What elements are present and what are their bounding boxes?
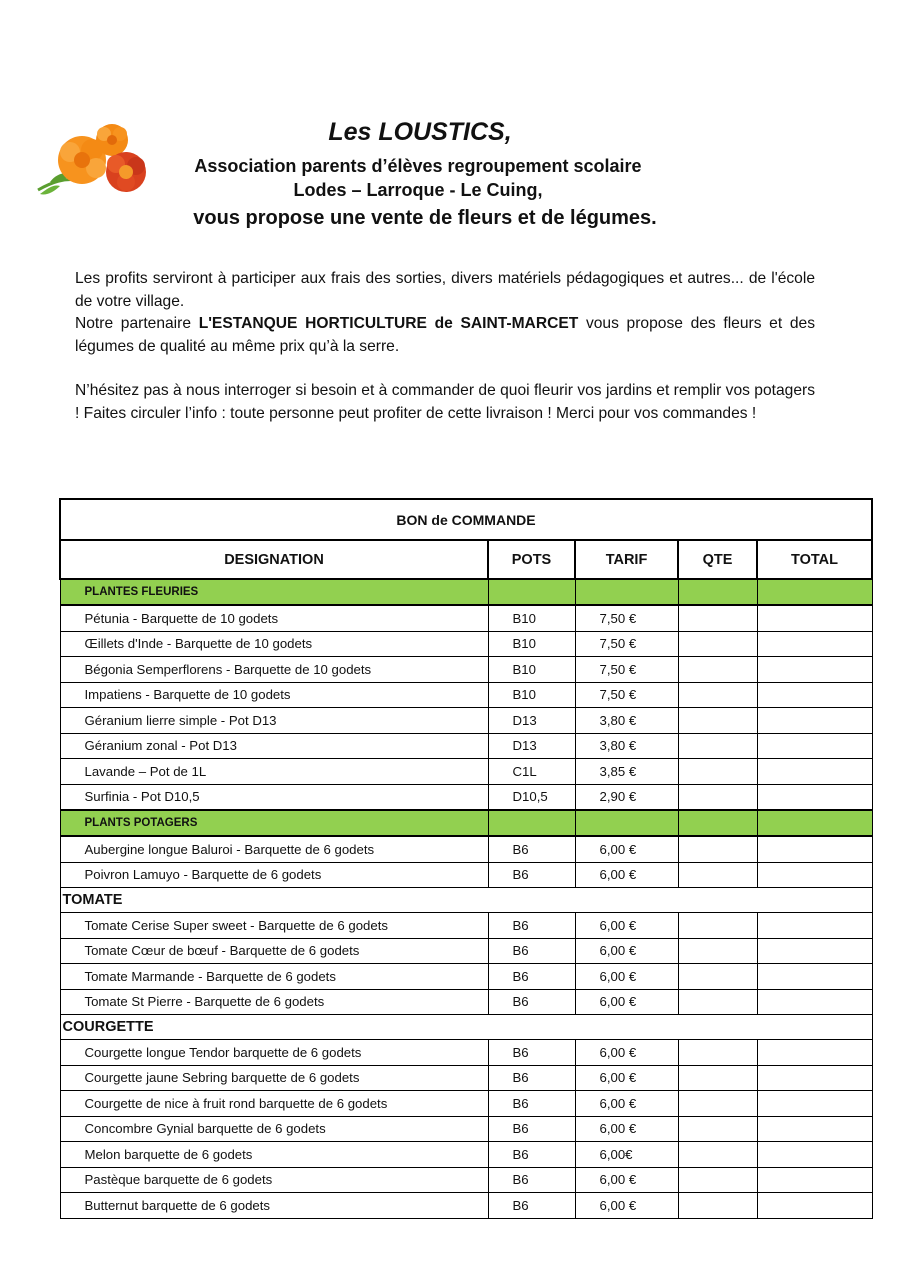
intro-paragraph-2: Notre partenaire L'ESTANQUE HORTICULTURE de SAINT-MARCET vous propose des fleurs et des légumes de qualité au même prix qu’à la serre.: [75, 315, 815, 355]
item-quantity-field[interactable]: [678, 989, 757, 1015]
item-designation: Lavande – Pot de 1L: [60, 759, 488, 785]
col-designation: DESIGNATION: [60, 540, 488, 579]
item-quantity-field[interactable]: [678, 1065, 757, 1091]
item-pot: D13: [488, 733, 575, 759]
item-quantity-field[interactable]: [678, 733, 757, 759]
item-designation: Surfinia - Pot D10,5: [60, 784, 488, 810]
section-row: [60, 1015, 872, 1040]
item-designation: Courgette de nice à fruit rond barquette de 6 godets: [60, 1091, 488, 1117]
item-price: 6,00 €: [575, 1167, 678, 1193]
table-row: [60, 938, 872, 964]
item-designation: Géranium lierre simple - Pot D13: [60, 708, 488, 734]
item-pot: B6: [488, 862, 575, 888]
item-designation: Poivron Lamuyo - Barquette de 6 godets: [60, 862, 488, 888]
table-row: [60, 964, 872, 990]
item-price: 6,00 €: [575, 1091, 678, 1117]
item-pot: B6: [488, 913, 575, 939]
item-pot: B6: [488, 836, 575, 862]
item-price: 6,00 €: [575, 1116, 678, 1142]
item-price: 6,00 €: [575, 1193, 678, 1219]
table-row: [60, 1040, 872, 1066]
item-quantity-field[interactable]: [678, 682, 757, 708]
item-pot: B10: [488, 631, 575, 657]
item-total-field[interactable]: [757, 989, 872, 1015]
item-quantity-field[interactable]: [678, 1116, 757, 1142]
table-row: [60, 1065, 872, 1091]
item-designation: Concombre Gynial barquette de 6 godets: [60, 1116, 488, 1142]
item-total-field[interactable]: [757, 836, 872, 862]
item-pot: B10: [488, 682, 575, 708]
item-quantity-field[interactable]: [678, 862, 757, 888]
item-total-field[interactable]: [757, 657, 872, 683]
table-row: [60, 836, 872, 862]
item-quantity-field[interactable]: [678, 784, 757, 810]
item-price: 2,90 €: [575, 784, 678, 810]
item-pot: B6: [488, 964, 575, 990]
col-pots: POTS: [488, 540, 575, 579]
table-row: [60, 657, 872, 683]
item-total-field[interactable]: [757, 938, 872, 964]
item-designation: Œillets d'Inde - Barquette de 10 godets: [60, 631, 488, 657]
section-label: TOMATE: [60, 888, 872, 913]
item-designation: Aubergine longue Baluroi - Barquette de 6 godets: [60, 836, 488, 862]
table-row: [60, 1091, 872, 1117]
table-row: [60, 605, 872, 631]
item-pot: B6: [488, 989, 575, 1015]
item-total-field[interactable]: [757, 964, 872, 990]
table-row: [60, 862, 872, 888]
item-price: 7,50 €: [575, 657, 678, 683]
item-total-field[interactable]: [757, 784, 872, 810]
intro-paragraph-1: Les profits serviront à participer aux frais des sorties, divers matériels pédagogiques et autres... de l'école de votre village.: [75, 270, 815, 310]
table-row: [60, 1167, 872, 1193]
table-row: [60, 1142, 872, 1168]
item-designation: Pastèque barquette de 6 godets: [60, 1167, 488, 1193]
table-row: [60, 682, 872, 708]
col-tarif: TARIF: [575, 540, 678, 579]
item-quantity-field[interactable]: [678, 1040, 757, 1066]
order-form-title: BON de COMMANDE: [60, 499, 872, 540]
item-price: 3,80 €: [575, 708, 678, 734]
table-row: [60, 1116, 872, 1142]
item-quantity-field[interactable]: [678, 938, 757, 964]
item-quantity-field[interactable]: [678, 1142, 757, 1168]
item-pot: B6: [488, 1167, 575, 1193]
table-row: [60, 708, 872, 734]
item-pot: C1L: [488, 759, 575, 785]
subtitle-sale: vous propose une vente de fleurs et de légumes.: [193, 207, 657, 229]
item-total-field[interactable]: [757, 631, 872, 657]
item-total-field[interactable]: [757, 733, 872, 759]
item-price: 7,50 €: [575, 682, 678, 708]
item-designation: Melon barquette de 6 godets: [60, 1142, 488, 1168]
item-price: 3,80 €: [575, 733, 678, 759]
item-quantity-field[interactable]: [678, 1167, 757, 1193]
table-row: [60, 631, 872, 657]
item-designation: Tomate Cœur de bœuf - Barquette de 6 godets: [60, 938, 488, 964]
item-quantity-field[interactable]: [678, 836, 757, 862]
item-price: 6,00 €: [575, 938, 678, 964]
table-row: [60, 759, 872, 785]
item-designation: Butternut barquette de 6 godets: [60, 1193, 488, 1219]
item-total-field[interactable]: [757, 1065, 872, 1091]
item-total-field[interactable]: [757, 759, 872, 785]
item-price: 7,50 €: [575, 605, 678, 631]
item-pot: B6: [488, 1091, 575, 1117]
item-total-field[interactable]: [757, 682, 872, 708]
item-designation: Géranium zonal - Pot D13: [60, 733, 488, 759]
item-pot: B6: [488, 1193, 575, 1219]
item-pot: D13: [488, 708, 575, 734]
item-designation: Courgette longue Tendor barquette de 6 godets: [60, 1040, 488, 1066]
subtitle-villages: Lodes – Larroque - Le Cuing,: [293, 180, 543, 200]
item-price: 6,00 €: [575, 989, 678, 1015]
partner-name: L'ESTANQUE HORTICULTURE de SAINT-MARCET: [198, 315, 579, 332]
item-pot: B6: [488, 1142, 575, 1168]
item-total-field[interactable]: [757, 1091, 872, 1117]
item-quantity-field[interactable]: [678, 631, 757, 657]
item-pot: D10,5: [488, 784, 575, 810]
item-price: 6,00 €: [575, 1040, 678, 1066]
category-row: [60, 579, 872, 605]
category-label: PLANTS POTAGERS: [60, 810, 488, 836]
item-pot: B6: [488, 1116, 575, 1142]
item-price: 6,00 €: [575, 836, 678, 862]
intro-text: [75, 268, 815, 425]
item-quantity-field[interactable]: [678, 964, 757, 990]
table-row: [60, 989, 872, 1015]
item-pot: B6: [488, 938, 575, 964]
item-pot: B10: [488, 657, 575, 683]
order-form-table: [59, 498, 873, 1219]
item-designation: Bégonia Semperflorens - Barquette de 10 godets: [60, 657, 488, 683]
item-total-field[interactable]: [757, 1193, 872, 1219]
item-designation: Tomate Marmande - Barquette de 6 godets: [60, 964, 488, 990]
item-price: 6,00 €: [575, 913, 678, 939]
subtitle-association: Association parents d’élèves regroupement scolaire: [194, 156, 642, 176]
item-total-field[interactable]: [757, 862, 872, 888]
item-total-field[interactable]: [757, 913, 872, 939]
item-pot: B10: [488, 605, 575, 631]
item-total-field[interactable]: [757, 605, 872, 631]
section-label: COURGETTE: [60, 1015, 872, 1040]
item-pot: B6: [488, 1040, 575, 1066]
item-designation: Impatiens - Barquette de 10 godets: [60, 682, 488, 708]
item-quantity-field[interactable]: [678, 657, 757, 683]
item-quantity-field[interactable]: [678, 708, 757, 734]
item-total-field[interactable]: [757, 1142, 872, 1168]
item-total-field[interactable]: [757, 1040, 872, 1066]
category-label: PLANTES FLEURIES: [60, 579, 488, 605]
item-quantity-field[interactable]: [678, 1193, 757, 1219]
table-row: [60, 784, 872, 810]
item-price: 7,50 €: [575, 631, 678, 657]
table-row: [60, 913, 872, 939]
item-price: 6,00€: [575, 1142, 678, 1168]
item-total-field[interactable]: [757, 1167, 872, 1193]
item-price: 3,85 €: [575, 759, 678, 785]
item-quantity-field[interactable]: [678, 1091, 757, 1117]
table-row: [60, 733, 872, 759]
item-price: 6,00 €: [575, 862, 678, 888]
col-qte: QTE: [678, 540, 757, 579]
category-row: [60, 810, 872, 836]
intro-paragraph-3: N’hésitez pas à nous interroger si besoin et à commander de quoi fleurir vos jardins et remplir vos potagers ! Faites circuler l’info : toute personne peut profiter de cette livraison ! Merci pour vos commandes !: [75, 382, 815, 422]
section-row: [60, 888, 872, 913]
table-row: [60, 1193, 872, 1219]
item-price: 6,00 €: [575, 1065, 678, 1091]
page-title: Les LOUSTICS,: [328, 118, 512, 146]
item-total-field[interactable]: [757, 708, 872, 734]
item-designation: Pétunia - Barquette de 10 godets: [60, 605, 488, 631]
item-total-field[interactable]: [757, 1116, 872, 1142]
col-total: TOTAL: [757, 540, 872, 579]
item-pot: B6: [488, 1065, 575, 1091]
item-price: 6,00 €: [575, 964, 678, 990]
item-quantity-field[interactable]: [678, 759, 757, 785]
item-designation: Tomate St Pierre - Barquette de 6 godets: [60, 989, 488, 1015]
item-designation: Tomate Cerise Super sweet - Barquette de 6 godets: [60, 913, 488, 939]
item-designation: Courgette jaune Sebring barquette de 6 godets: [60, 1065, 488, 1091]
item-quantity-field[interactable]: [678, 913, 757, 939]
item-quantity-field[interactable]: [678, 605, 757, 631]
